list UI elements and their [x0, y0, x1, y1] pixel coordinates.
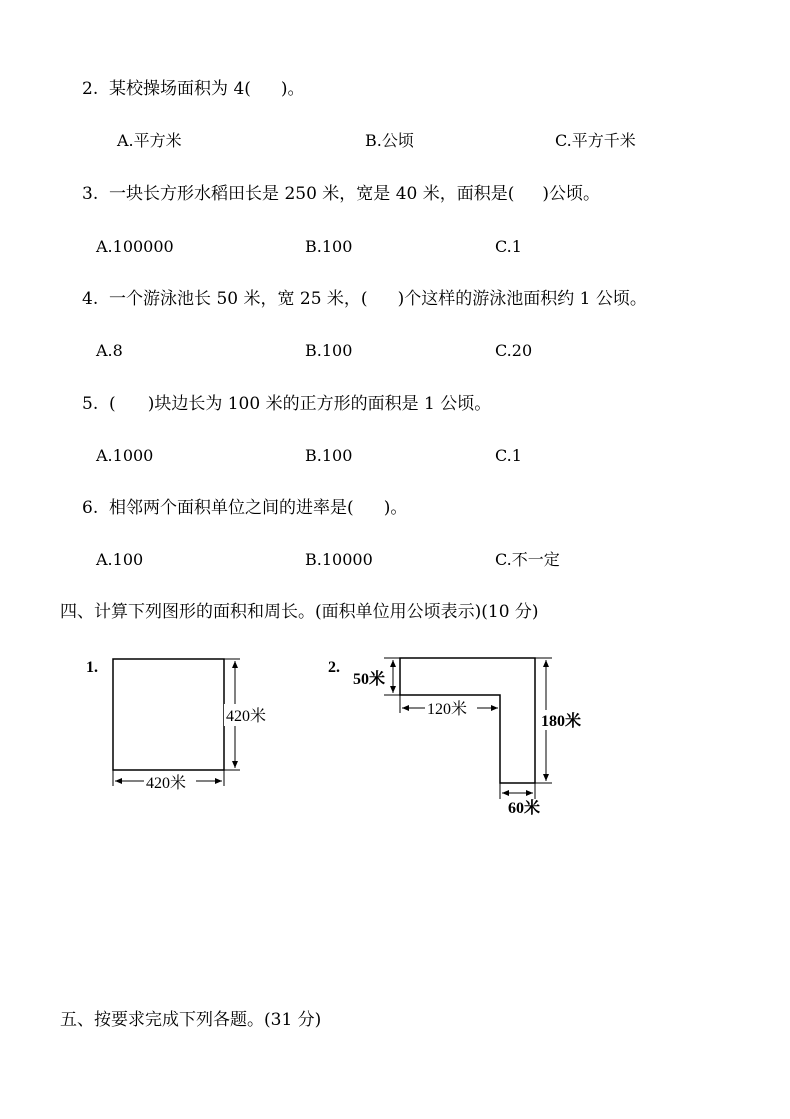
question-5-option-b[interactable]: B.100 — [305, 446, 353, 465]
question-number: 6. — [82, 498, 99, 518]
square-shape — [113, 659, 224, 770]
question-text: 一块长方形水稻田长是 250 米，宽是 40 米，面积是( — [109, 184, 515, 204]
question-2-option-c[interactable]: C.平方千米 — [555, 131, 636, 150]
question-5-option-a[interactable]: A.1000 — [96, 446, 154, 465]
question-text: ( — [109, 394, 116, 414]
question-4-option-b[interactable]: B.100 — [305, 341, 353, 360]
question-3-option-a[interactable]: A.100000 — [96, 237, 174, 256]
section-5-title: 五、按要求完成下列各题。(31 分) — [60, 1010, 322, 1030]
label-180: 180米 — [541, 713, 582, 730]
figure-1-label: 1. — [86, 659, 98, 676]
question-6-option-a[interactable]: A.100 — [96, 550, 144, 569]
figures-canvas — [0, 640, 790, 870]
question-2 — [82, 78, 305, 100]
l-shape — [400, 658, 535, 783]
question-6-option-c[interactable]: C.不一定 — [495, 550, 560, 569]
question-4 — [82, 288, 647, 310]
question-text: 相邻两个面积单位之间的进率是( — [109, 498, 354, 518]
figure-2-l-shape — [328, 658, 593, 817]
section-4-title: 四、计算下列图形的面积和周长。(面积单位用公顷表示)(10 分) — [60, 602, 539, 622]
question-5 — [82, 393, 491, 415]
question-text-end: )块边长为 100 米的正方形的面积是 1 公顷。 — [147, 394, 492, 414]
label-120: 120米 — [427, 701, 468, 718]
figure-1-square — [86, 659, 272, 792]
side-length-label: 420米 — [226, 708, 267, 725]
question-6-option-b[interactable]: B.10000 — [305, 550, 373, 569]
label-50: 50米 — [353, 671, 386, 688]
question-6 — [82, 497, 407, 519]
question-2-option-a[interactable]: A.平方米 — [117, 131, 182, 150]
question-text-end: )个这样的游泳池面积约 1 公顷。 — [397, 289, 647, 309]
bottom-length-label: 420米 — [146, 775, 187, 792]
question-text-end: )公顷。 — [542, 184, 601, 204]
label-60: 60米 — [508, 800, 541, 817]
question-number: 5. — [82, 394, 99, 414]
question-3-option-b[interactable]: B.100 — [305, 237, 353, 256]
figure-2-label: 2. — [328, 659, 340, 676]
question-number: 4. — [82, 289, 99, 309]
question-number: 3. — [82, 184, 99, 204]
question-text: 一个游泳池长 50 米，宽 25 米，( — [109, 289, 368, 309]
question-text-end: )。 — [280, 79, 305, 99]
question-number: 2. — [82, 79, 99, 99]
question-3 — [82, 183, 600, 205]
question-text: 某校操场面积为 4( — [109, 79, 251, 99]
question-5-option-c[interactable]: C.1 — [495, 446, 522, 465]
question-3-option-c[interactable]: C.1 — [495, 237, 522, 256]
question-4-option-a[interactable]: A.8 — [96, 341, 123, 360]
question-text-end: )。 — [383, 498, 408, 518]
question-4-option-c[interactable]: C.20 — [495, 341, 533, 360]
question-2-option-b[interactable]: B.公顷 — [365, 131, 414, 150]
